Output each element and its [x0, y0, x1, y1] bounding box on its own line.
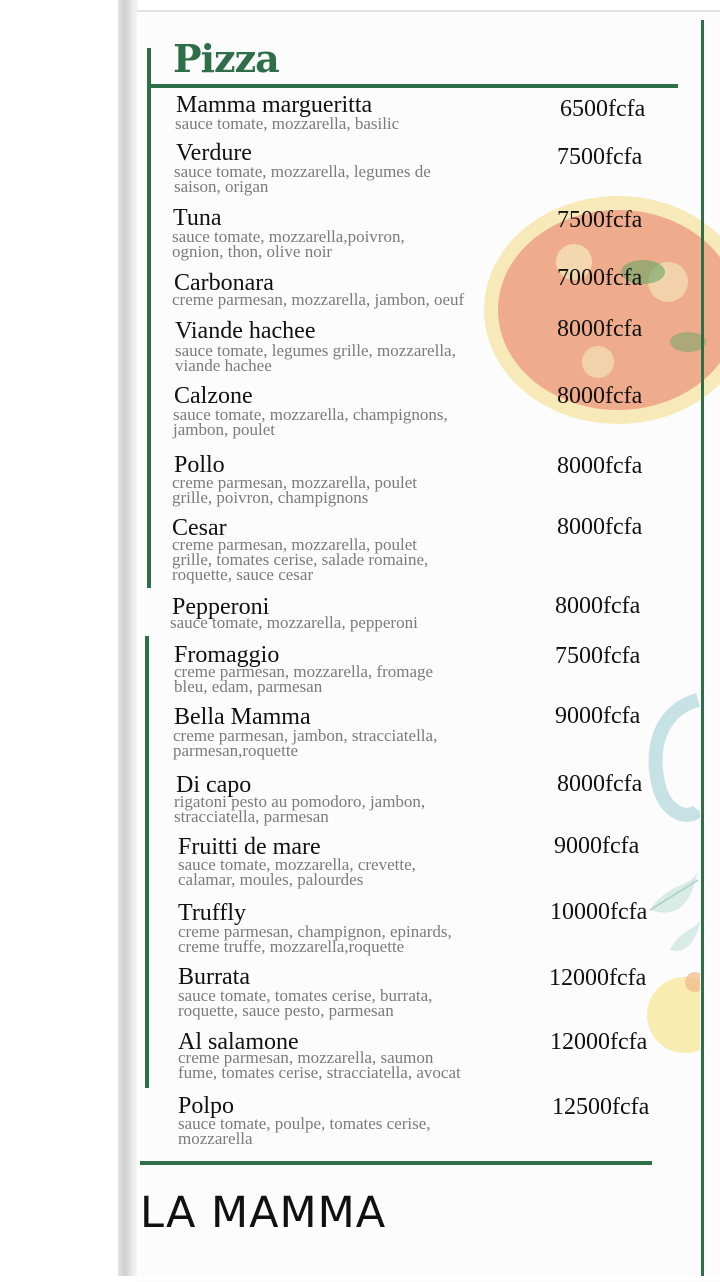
item-description: creme parmesan, champignon, epinards, — [178, 922, 452, 941]
section-underline — [148, 84, 678, 88]
item-name: Fromaggio — [174, 642, 280, 668]
leaf-illustration — [640, 850, 700, 960]
section-title: Pizza — [173, 36, 279, 81]
item-description: calamar, moules, palourdes — [178, 870, 364, 889]
item-price: 10000fcfa — [550, 899, 648, 925]
item-name: Fruitti de mare — [178, 834, 321, 860]
item-price: 12500fcfa — [552, 1094, 650, 1120]
item-description: creme parmesan, mozzarella, saumon — [178, 1048, 434, 1067]
left-background — [0, 0, 122, 1280]
item-description: creme truffe, mozzarella,roquette — [178, 937, 405, 956]
item-description: rigatoni pesto au pomodoro, jambon, — [174, 792, 426, 811]
item-description: jambon, poulet — [173, 420, 275, 439]
item-description: sauce tomate, mozzarella,poivron, — [172, 227, 405, 246]
item-description: parmesan,roquette — [173, 741, 299, 760]
brand-name: LA MAMMA — [140, 1188, 387, 1238]
item-name: Viande hachee — [175, 318, 316, 344]
brand-script-logo — [640, 690, 700, 830]
item-name: Pollo — [174, 452, 225, 478]
item-price: 8000fcfa — [557, 316, 643, 342]
item-name: Carbonara — [174, 270, 274, 296]
item-name: Mamma margueritta — [176, 92, 373, 118]
item-description: bleu, edam, parmesan — [174, 677, 323, 696]
item-name: Di capo — [176, 772, 252, 798]
item-description: creme parmesan, mozzarella, poulet — [172, 535, 417, 554]
item-price: 8000fcfa — [557, 771, 643, 797]
item-name: Cesar — [172, 515, 227, 541]
item-name: Pepperoni — [172, 594, 270, 620]
item-description: roquette, sauce cesar — [172, 565, 314, 584]
item-description: sauce tomate, mozzarella, basilic — [175, 114, 400, 133]
left-divider-lower — [145, 636, 149, 1088]
item-name: Polpo — [178, 1093, 235, 1119]
item-description: sauce tomate, mozzarella, champignons, — [173, 405, 448, 424]
item-price: 8000fcfa — [555, 593, 641, 619]
item-description: saison, origan — [174, 177, 269, 196]
item-description: sauce tomate, mozzarella, crevette, — [178, 855, 416, 874]
page-spine — [118, 0, 138, 1280]
item-price: 12000fcfa — [550, 1029, 648, 1055]
item-description: grille, tomates cerise, salade romaine, — [172, 550, 429, 569]
item-price: 8000fcfa — [557, 453, 643, 479]
item-name: Verdure — [176, 140, 252, 166]
item-price: 7500fcfa — [555, 643, 641, 669]
item-name: Al salamone — [178, 1029, 299, 1055]
item-name: Tuna — [173, 205, 222, 231]
item-name: Bella Mamma — [174, 704, 311, 730]
item-description: sauce tomate, mozzarella, pepperoni — [170, 613, 418, 632]
item-name: Burrata — [178, 964, 250, 990]
item-name: Truffly — [178, 900, 247, 926]
item-price: 8000fcfa — [557, 383, 643, 409]
item-description: ognion, thon, olive noir — [172, 242, 333, 261]
item-price: 9000fcfa — [554, 833, 640, 859]
item-description: creme parmesan, jambon, stracciatella, — [173, 726, 438, 745]
item-price: 6500fcfa — [560, 96, 646, 122]
item-description: stracciatella, parmesan — [174, 807, 329, 826]
item-description: fume, tomates cerise, stracciatella, avocat — [178, 1063, 461, 1082]
bottom-edge — [0, 1276, 720, 1280]
item-description: creme parmesan, mozzarella, jambon, oeuf — [172, 290, 465, 309]
item-description: sauce tomate, legumes grille, mozzarella, — [175, 341, 456, 360]
menu-bottom-rule — [140, 1161, 652, 1165]
item-description: sauce tomate, mozzarella, legumes de — [174, 162, 431, 181]
item-description: creme parmesan, mozzarella, poulet — [172, 473, 417, 492]
item-price: 7500fcfa — [557, 207, 643, 233]
item-name: Calzone — [174, 383, 253, 409]
item-description: mozzarella — [178, 1129, 253, 1148]
item-description: viande hachee — [175, 356, 272, 375]
lemon-illustration — [640, 960, 700, 1060]
item-price: 8000fcfa — [557, 514, 643, 540]
left-divider-upper — [147, 48, 151, 588]
item-description: roquette, sauce pesto, parmesan — [178, 1001, 394, 1020]
item-description: sauce tomate, poulpe, tomates cerise, — [178, 1114, 431, 1133]
right-divider — [701, 20, 704, 1280]
item-price: 12000fcfa — [549, 965, 647, 991]
item-price: 9000fcfa — [555, 703, 641, 729]
item-price: 7500fcfa — [557, 144, 643, 170]
item-description: creme parmesan, mozzarella, fromage — [174, 662, 434, 681]
item-price: 7000fcfa — [557, 265, 643, 291]
item-description: grille, poivron, champignons — [172, 488, 369, 507]
item-description: sauce tomate, tomates cerise, burrata, — [178, 986, 433, 1005]
